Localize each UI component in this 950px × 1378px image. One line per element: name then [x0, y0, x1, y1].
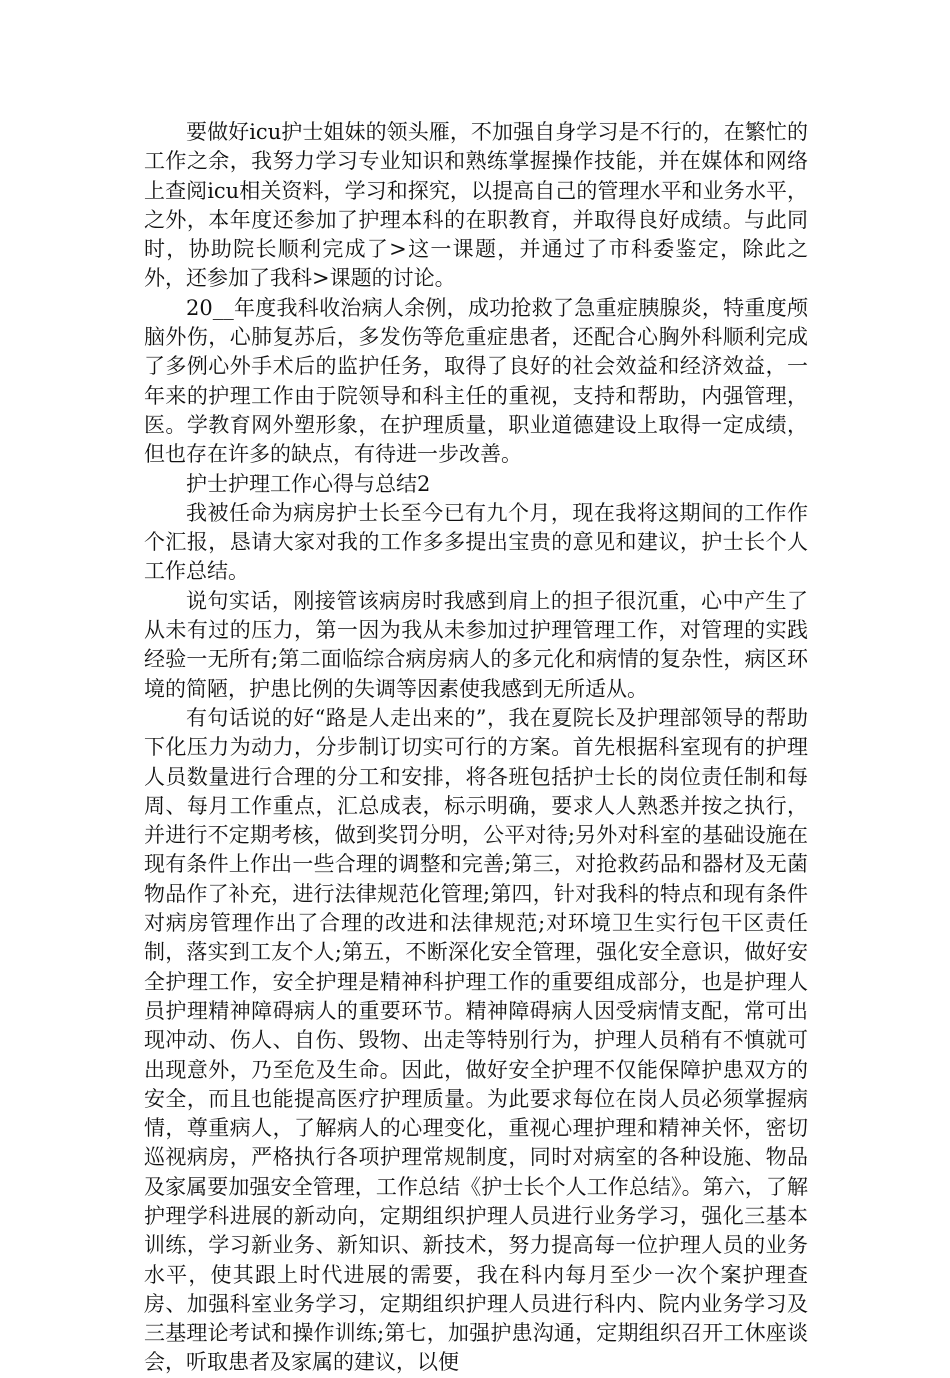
paragraph-annual-cases: 20__年度我科收治病人余例，成功抢救了急重症胰腺炎，特重度颅脑外伤，心肺复苏后，多发伤等危重症患者，还配合心胸外科顺利完成了多例心外手术后的监护任务，取得了良好的社会效益和经济效益，一年来的护理工作由于院领导和科主任的重视，支持和帮助，内强管理，医。学教育网外塑形象，在护理质量，职业道德建设上取得一定成绩，但也存在许多的缺点，有待进一步改善。 [144, 295, 808, 467]
paragraph-initial-pressure: 说句实话，刚接管该病房时我感到肩上的担子很沉重，心中产生了从未有过的压力，第一因为我从未参加过护理管理工作，对管理的实践经验一无所有;第二面临综合病房病人的多元化和病情的复杂性，病区环境的简陋，护患比例的失调等因素使我感到无所适从。 [144, 588, 808, 701]
document-body [144, 118, 808, 1378]
section-heading: 护士护理工作心得与总结2 [186, 471, 431, 496]
paragraph-management-measures: 有句话说的好“路是人走出来的”，我在夏院长及护理部领导的帮助下化压力为动力，分步制订切实可行的方案。首先根据科室现有的护理人员数量进行合理的分工和安排，将各班包括护士长的岗位责任制和每周、每月工作重点，汇总成表，标示明确，要求人人熟悉并按之执行，并进行不定期考核，做到奖罚分明，公平对待;另外对科室的基础设施在现有条件上作出一些合理的调整和完善;第三，对抢救药品和器材及无菌物品作了补充，进行法律规范化管理;第四，针对我科的特点和现有条件对病房管理作出了合理的改进和法律规范;对环境卫生实行包干区责任制，落实到工友个人;第五，不断深化安全管理，强化安全意识，做好安全护理工作，安全护理是精神科护理工作的重要组成部分，也是护理人员护理精神障碍病人的重要环节。精神障碍病人因受病情支配，常可出现冲动、伤人、自伤、毁物、出走等特别行为，护理人员稍有不慎就可出现意外，乃至危及生命。因此，做好安全护理不仅能保障护患双方的安全，而且也能提高医疗护理质量。为此要求每位在岗人员必须掌握病情，尊重病人，了解病人的心理变化，重视心理护理和精神关怀，密切巡视病房，严格执行各项护理常规制度，同时对病室的各种设施、物品及家属要加强安全管理，工作总结《护士长个人工作总结》。第六，了解护理学科进展的新动向，定期组织护理人员进行业务学习，强化三基本训练，学习新业务、新知识、新技术，努力提高每一位护理人员的业务水平，使其跟上时代进展的需要，我在科内每月至少一次个案护理查房、加强科室业务学习，定期组织护理人员进行科内、院内业务学习及三基理论考试和操作训练;第七，加强护患沟通，定期组织召开工休座谈会，听取患者及家属的建议，以便 [144, 705, 808, 1375]
paragraph-icu-study: 要做好icu护士姐妹的领头雁，不加强自身学习是不行的，在繁忙的工作之余，我努力学习专业知识和熟练掌握操作技能，并在媒体和网络上查阅icu相关资料，学习和探究，以提高自己的管理水平和业务水平，之外，本年度还参加了护理本科的在职教育，并取得良好成绩。与此同时，协助院长顺利完成了>这一课题，并通过了市科委鉴定，除此之外，还参加了我科>课题的讨论。 [144, 120, 808, 291]
paragraph-appointment: 我被任命为病房护士长至今已有九个月，现在我将这期间的工作作个汇报，恳请大家对我的工作多多提出宝贵的意见和建议，护士长个人工作总结。 [144, 500, 808, 584]
